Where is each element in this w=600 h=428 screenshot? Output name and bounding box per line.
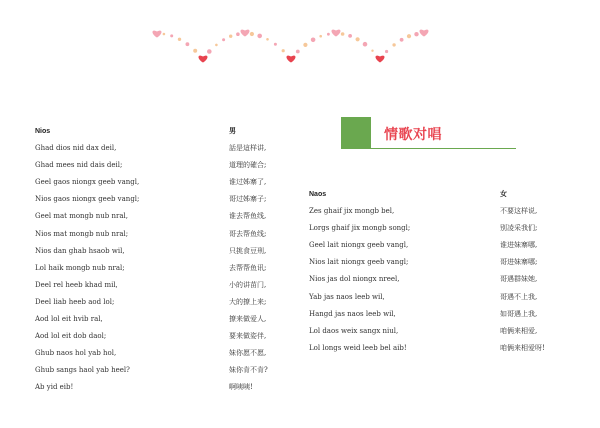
heart-icon [331,30,340,37]
garland-dot [266,38,269,41]
heart-icon [419,30,428,37]
miao-lyric-line: Deel rel heeb khad mil, [35,280,118,289]
miao-lyric-line: Aod lol eit hvib ral, [35,315,103,324]
miao-lyric-line: Aod lol eit dob daol; [35,332,107,341]
miao-lyric-line: Nios jas dol niongx nreel, [309,275,400,284]
chinese-lyric-line: 谁去帮鱼线, [229,212,267,221]
chinese-lyric-line: 如哥遇上我, [500,309,538,318]
garland-dot [392,43,395,46]
heart-icon [198,56,207,63]
miao-lyric-line: Ghad dios nid dax deil, [35,144,117,153]
heart-icon [375,56,384,63]
garland-dot [193,49,197,53]
garland-dot [341,32,345,36]
garland-dot [274,43,277,46]
chinese-lyric-line: 哥过姊寨子; [229,195,267,204]
right-miao-column [309,186,410,357]
chinese-lyric-line: 話是這样讲, [229,144,267,153]
miao-lyric-line: Nios dan ghab hsaob wil, [35,246,125,255]
garland-dot [371,50,373,52]
left-miao-column [35,123,139,397]
miao-lyric-line: Lol longs weid leeb bel aib! [309,343,407,352]
chinese-lyric-line: 妹你愿不愿, [229,349,267,358]
right-chinese-header: 女 [500,191,507,198]
chinese-lyric-line: 啊咦咦! [229,383,253,392]
miao-lyric-line: Ghub sangs haol yab heel? [35,366,130,375]
chinese-lyric-line: 撩来做爱人, [229,315,267,324]
chinese-lyric-line: 哥进妹寨哪; [500,258,538,267]
garland-dot [311,38,316,43]
chinese-lyric-line: 大的撩上来; [229,297,267,306]
garland-dot [282,49,285,52]
garland-dot [407,34,411,38]
garland-dot [178,38,181,41]
miao-lyric-line: Nios mat mongb nub nral; [35,229,129,238]
chinese-lyric-line: 只挑食豆刑, [229,246,267,255]
chinese-lyric-line: 小的讲苗门, [229,280,267,289]
right-miao-header: Naos [309,191,327,198]
miao-lyric-line: Hangd jas naos leeb wil, [309,309,396,318]
title-underline [371,148,516,149]
garland-dot [257,34,262,39]
garland-dot [296,50,300,54]
left-miao-header: Nios [35,128,51,135]
garland-dot [319,35,322,38]
miao-lyric-line: Lol haik mongb nub nral; [35,263,125,272]
chinese-lyric-line: 要来做姿伴, [229,332,267,341]
miao-lyric-line: Geel gaos niongx geeb vangl, [35,178,140,187]
garland-dot [250,32,254,36]
miao-lyric-line: Zes ghaif jix mongb bel, [309,207,395,216]
chinese-lyric-line: 谁过姊寨了, [229,178,267,187]
miao-lyric-line: Geel lait niongx geeb vangl, [309,241,409,250]
miao-lyric-line: Deel liab heeb aod lol; [35,297,115,306]
chinese-lyric-line: 道理的確合; [229,161,267,170]
miao-lyric-line: Geel mat mongb nub nral, [35,212,128,221]
chinese-lyric-line: 咱俩来相爱呀! [500,343,545,352]
garland-dot [356,37,360,41]
chinese-lyric-line: 别凌采我们; [500,224,538,233]
page-title: 情歌对唱 [384,127,442,143]
left-chinese-column [229,123,268,397]
decorative-hearts-banner [0,0,600,80]
garland-dot [236,32,240,36]
garland-dot [363,42,368,47]
garland-dot [207,49,212,54]
miao-lyric-line: Ab yid eib! [35,383,74,392]
garland-dot [163,33,166,36]
garland-dot [229,35,232,38]
chinese-lyric-line: 咱俩来相爱, [500,326,538,335]
right-chinese-column [500,186,545,357]
heart-icon [240,30,249,37]
chinese-lyric-line: 妹你肯不肯? [229,366,268,375]
garland-dot [400,38,404,42]
chinese-lyric-line: 哥遇群妹她, [500,275,538,284]
chinese-lyric-line: 谁进妹寨哪, [500,241,538,250]
garland-dot [170,34,173,37]
left-chinese-header: 男 [229,128,236,135]
garland-dot [215,44,218,47]
garland-dot [303,43,307,47]
chinese-lyric-line: 去帮帮鱼讯; [229,263,267,272]
garland-dot [385,50,388,53]
miao-lyric-line: Nios gaos niongx geeb vangl; [35,195,140,204]
heart-icon [286,56,295,63]
title-green-block [341,117,371,149]
heart-icon [152,31,161,38]
garland-dot [186,42,190,46]
chinese-lyric-line: 哥去帮鱼线; [229,229,267,238]
miao-lyric-line: Lorgs ghaif jix mongb songl; [309,224,411,233]
miao-lyric-line: Ghad mees nid dais deil; [35,161,123,170]
chinese-lyric-line: 不要这样说, [500,207,538,216]
garland-dot [414,32,418,36]
garland-dot [348,34,352,38]
miao-lyric-line: Ghub naos hol yab hol, [35,349,117,358]
garland-dot [327,33,330,36]
miao-lyric-line: Lol daos weix sangx niul, [309,326,399,335]
chinese-lyric-line: 哥遇不上我, [500,292,538,301]
miao-lyric-line: Nios lait niongx geeb vangl; [309,258,409,267]
miao-lyric-line: Yab jas naos leeb wil, [309,292,385,301]
garland-dot [222,38,225,41]
